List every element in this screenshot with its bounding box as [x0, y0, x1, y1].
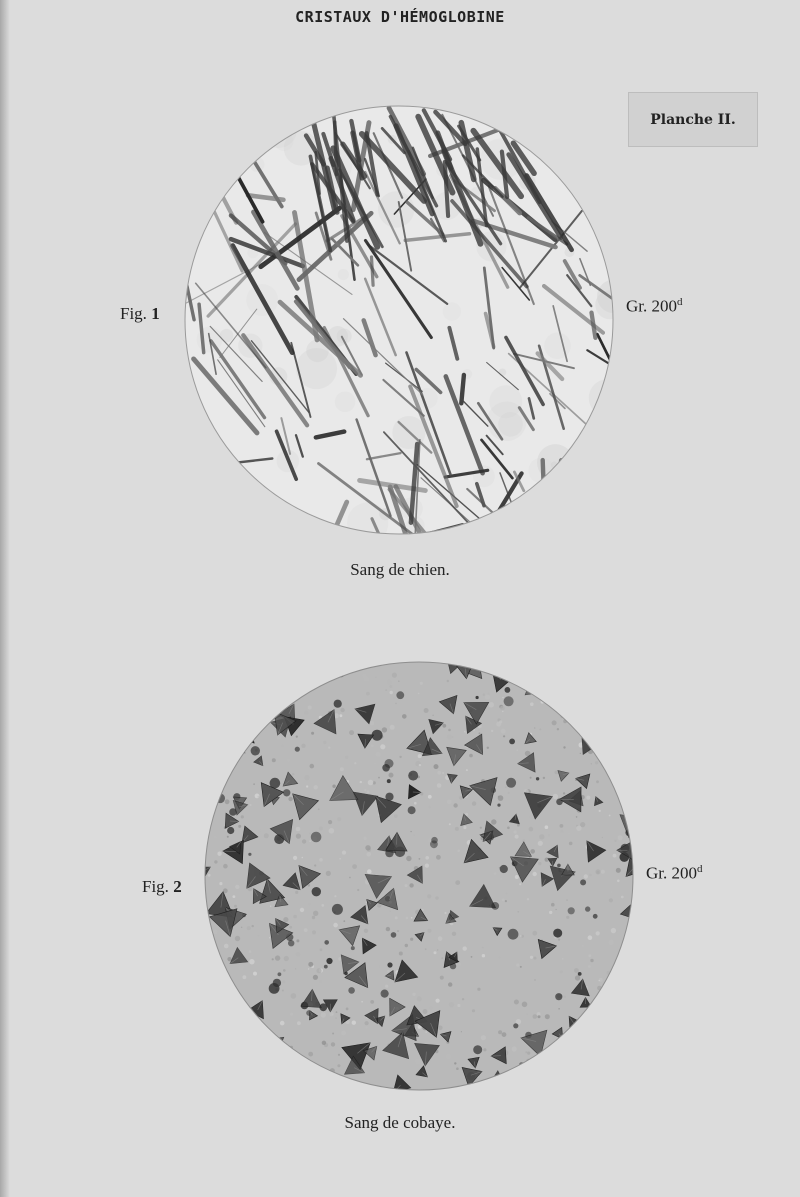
- figure-2-caption: Sang de cobaye.: [344, 1113, 456, 1132]
- figure-2-magnification: [646, 863, 703, 884]
- figure-1-magnification-unit: d: [677, 296, 683, 308]
- page-edge-shadow: [0, 0, 10, 1197]
- figure-1-label-prefix: Fig.: [120, 304, 147, 323]
- figure-1-magnification-value: Gr. 200: [626, 296, 677, 316]
- figure-1-label: [120, 304, 160, 324]
- figure-1-magnification: [626, 296, 683, 317]
- figure-2-label: [142, 877, 182, 897]
- figure-1-number: 1: [151, 304, 160, 323]
- figure-2-magnification-value: Gr. 200: [646, 863, 697, 883]
- figure-2-magnification-unit: d: [697, 863, 703, 875]
- page-title: CRISTAUX D'HÉMOGLOBINE: [295, 8, 505, 26]
- figure-2-number: 2: [173, 877, 182, 896]
- figure-2-micrograph: [203, 660, 635, 1092]
- figure-2-label-prefix: Fig.: [142, 877, 169, 896]
- figure-1-micrograph: [183, 100, 615, 540]
- figure-1-caption: Sang de chien.: [350, 560, 450, 579]
- plate-label: Planche II.: [628, 92, 758, 147]
